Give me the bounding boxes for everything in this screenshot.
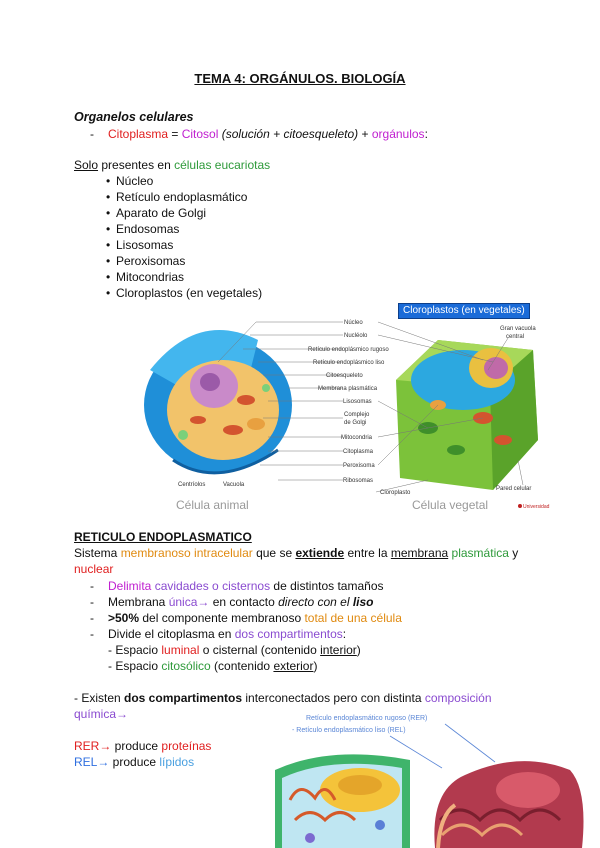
sub-item-citosolico [108, 658, 317, 674]
liso-word: liso [352, 595, 374, 609]
nuclear-word: nuclear [74, 562, 114, 576]
presentes-text: presentes en [98, 158, 175, 172]
list-item-label: Lisosomas [116, 238, 174, 252]
list-item: • Retículo endoplasmático [106, 190, 248, 204]
item-delimita: - Delimita cavidades o cisternos de distintos tamaños [90, 579, 384, 593]
dos-compartimentos-bold: dos compartimentos [124, 691, 243, 705]
animal-cell-illustration [144, 330, 292, 473]
label-peroxisoma: Peroxisoma [343, 463, 375, 469]
label-pared: Pared celular [496, 486, 532, 492]
eucariotas-word: células eucariotas [174, 158, 271, 172]
item-divide: - Divide el citoplasma en dos compartimentos: [90, 627, 347, 641]
delimita-word: Delimita [108, 579, 152, 593]
item-text: Membrana [108, 595, 169, 609]
citosolico-word: citosólico [161, 659, 211, 673]
list-item: • Mitocondrias [106, 270, 185, 284]
colon: : [424, 127, 428, 141]
interior-word: interior [320, 643, 357, 657]
label-mitocondria: Mitocondria [341, 435, 373, 441]
label-vacuola: Vacuola [223, 482, 245, 488]
organulos-word: orgánulos [371, 127, 425, 141]
arrow-icon: → [197, 595, 210, 609]
item-text: Divide el citoplasma en [108, 627, 235, 641]
exterior-word: exterior [273, 659, 314, 673]
membrana-word: membrana [390, 546, 449, 560]
item-text: - Espacio [108, 643, 162, 657]
composicion-word: composición [424, 691, 492, 705]
plant-cell-illustration [396, 340, 538, 490]
citosol-paren: (solución + citoesqueleto) [218, 127, 359, 141]
list-item-label: Endosomas [116, 222, 180, 236]
luminal-word: luminal [161, 643, 200, 657]
list-item: • Lisosomas [106, 238, 174, 252]
intro-line-1 [74, 545, 518, 561]
label-complejo: Complejo [344, 412, 370, 418]
label-centriolos: Centríolos [178, 482, 206, 488]
item-text: (contenido [210, 659, 274, 673]
list-item-label: Retículo endoplasmático [116, 190, 248, 204]
section-heading-organelos: Organelos celulares [74, 110, 194, 124]
organelle-list [106, 173, 262, 301]
list-item: • Aparato de Golgi [106, 206, 207, 220]
total-celula-text: total de una célula [304, 611, 402, 625]
list-item-label: Mitocondrias [116, 270, 185, 284]
existen-line-2 [74, 706, 128, 722]
item-text: produce [109, 755, 160, 769]
badge-label: Cloroplastos (en vegetales) [403, 305, 525, 316]
section-heading-reticulo: RETICULO ENDOPLASMATICO [74, 530, 252, 544]
item-text: de distintos tamaños [270, 579, 384, 593]
cavidades-word: cavidades o cisternos [154, 579, 271, 593]
citoplasma-word: Citoplasma [108, 127, 169, 141]
page-title: TEMA 4: ORGÁNULOS. BIOLOGÍA [194, 71, 406, 86]
label-golgi: de Golgi [344, 420, 367, 426]
list-item-label: Aparato de Golgi [116, 206, 207, 220]
er-label-rel-text: Retículo endoplasmático liso (REL) [296, 727, 406, 734]
plasmatica-word: plasmática [451, 546, 509, 560]
dos-compartimentos-text: dos compartimentos [234, 627, 343, 641]
item-text: en contacto [209, 595, 279, 609]
item-text: o cisternal (contenido [199, 643, 321, 657]
label-rel: Retículo endoplásmico liso [313, 360, 385, 366]
list-item: • Núcleo [106, 174, 154, 188]
solo-line [74, 157, 270, 173]
item-text: produce [111, 739, 162, 753]
rer-line [74, 738, 211, 754]
list-item: • Cloroplastos (en vegetales) [106, 286, 263, 300]
item-membrana: - Membrana única→ en contacto directo con el liso [90, 595, 374, 609]
er-diagram [270, 720, 590, 848]
membranoso-word: membranoso intracelular [120, 546, 253, 560]
intro-text: y [508, 546, 519, 560]
label-cloroplasto: Cloroplasto [380, 490, 411, 496]
er-label-rer: Retículo endoplasmático rugoso (RER) [306, 715, 428, 722]
item-text: ) [313, 659, 318, 673]
citoplasma-line: - Citoplasma = Citosol (solución + citoesqueleto) + orgánulos: [90, 127, 428, 141]
item-text: del componente membranoso [139, 611, 305, 625]
lipidos-word: lípidos [159, 755, 195, 769]
plus-sign: + [358, 127, 372, 141]
er-3d-illustration [434, 761, 583, 848]
intro-text: Sistema [74, 546, 121, 560]
er-label-dash: - [292, 727, 295, 734]
equals-sign: = [168, 127, 182, 141]
proteinas-word: proteínas [161, 739, 212, 753]
label-membrana: Membrana plasmática [318, 386, 378, 392]
list-item: • Endosomas [106, 222, 180, 236]
cloroplastos-highlight-badge [398, 303, 530, 319]
intro-text: entre la [344, 546, 391, 560]
label-lisosomas: Lisosomas [343, 399, 372, 405]
item-text: interconectados pero con distinta [242, 691, 425, 705]
university-logo-icon [518, 504, 522, 508]
unica-word: única [168, 595, 198, 609]
label-vacuola-1: Gran vacuola [500, 326, 536, 332]
university-logo-text: Universidad [523, 504, 550, 510]
er-cell-section-illustration [275, 754, 410, 848]
rer-label: RER [74, 739, 100, 753]
label-ribosomas: Ribosomas [343, 478, 374, 484]
label-vacuola-2: central [506, 334, 525, 340]
quimica-word: química [74, 707, 117, 721]
existen-line-1 [74, 690, 492, 706]
label-nucleolo: Nucléolo [344, 333, 368, 339]
item-text: ) [356, 643, 361, 657]
list-item-label: Núcleo [116, 174, 154, 188]
item-text: - Existen [74, 691, 125, 705]
item-50pct: - >50% del componente membranoso total de una célula [90, 611, 402, 625]
caption-animal: Célula animal [176, 498, 249, 512]
solo-word: Solo [74, 158, 99, 172]
sub-item-luminal [108, 642, 361, 658]
list-item-label: Peroxisomas [116, 254, 186, 268]
label-citoplasma: Citoplasma [343, 449, 374, 455]
cell-diagram [138, 300, 558, 520]
label-citoesqueleto: Citoesqueleto [326, 373, 363, 379]
extiende-word: extiende [295, 546, 345, 560]
citosol-word: Citosol [181, 127, 219, 141]
item-text: - Espacio [108, 659, 162, 673]
label-rer: Retículo endoplásmico rugoso [308, 347, 389, 353]
intro-text: que se [252, 546, 296, 560]
arrow-icon: → [116, 707, 129, 721]
arrow-icon: → [99, 739, 112, 753]
pct-value: >50% [108, 611, 140, 625]
rel-line [74, 754, 194, 770]
colon: : [342, 627, 347, 641]
caption-vegetal: Célula vegetal [412, 498, 489, 512]
label-nucleo: Núcleo [344, 320, 363, 326]
rel-label: REL [74, 755, 98, 769]
list-item: • Peroxisomas [106, 254, 186, 268]
list-item-label: Cloroplastos (en vegetales) [116, 286, 263, 300]
arrow-icon: → [97, 755, 110, 769]
directo-text: directo con el [278, 595, 353, 609]
